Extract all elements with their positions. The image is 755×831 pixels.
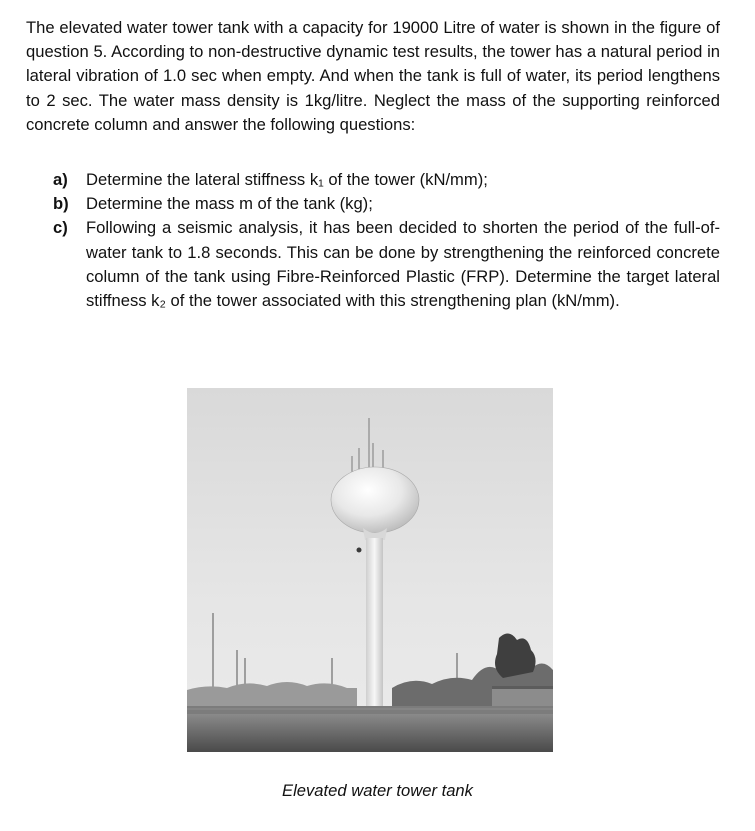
water-tower-photo [187, 388, 553, 752]
tank [331, 467, 419, 533]
part-b-marker: b) [53, 194, 69, 214]
part-b-text: Determine the mass m of the tank (kg); [86, 194, 373, 214]
question-intro: The elevated water tower tank with a capacity for 19000 Litre of water is shown in the figure of question 5. According to non-destructive dynamic test results, the tower has a natural period in lateral vibration of 1.0 sec when empty. And when the tank is full of water, its period lengthens to 2 sec. The water mass density is 1kg/litre. Neglect the mass of the supporting reinforced concrete column and answer the following questions: [26, 18, 720, 134]
figure-caption: Elevated water tower tank [282, 781, 473, 800]
ground [187, 714, 553, 752]
part-c-marker: c) [53, 218, 68, 238]
part-a-marker: a) [53, 170, 68, 189]
column [366, 538, 383, 708]
part-a-text: Determine the lateral stiffness k₁ of the tower (kN/mm); [86, 170, 488, 189]
question-part-a [26, 168, 720, 192]
part-c-text: Following a seismic analysis, it has been decided to shorten the period of the full-of-water tank to 1.8 seconds. This can be done by strengthening the reinforced concrete column of the tank using Fibre-Reinforced Plastic (FRP). Determine the target lateral stiffness k₂ of the tower associated with this strengthening plan (kN/mm). [86, 218, 720, 311]
question-parts [26, 168, 720, 313]
question-part-b [26, 192, 720, 216]
question-part-c [26, 216, 720, 313]
